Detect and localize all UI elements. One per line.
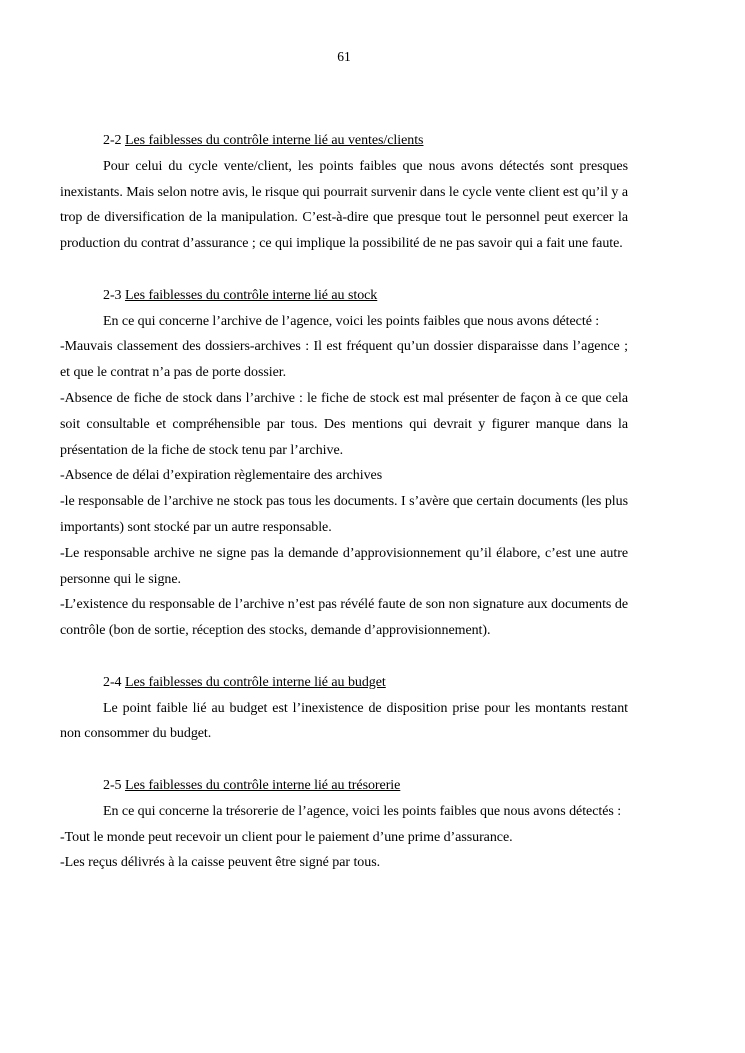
page-number: 61 bbox=[337, 49, 351, 64]
section-title: Les faiblesses du contrôle interne lié au ventes/clients bbox=[124, 133, 424, 148]
list-item: -Absence de délai d’expiration règlementaire des archives bbox=[60, 468, 383, 484]
list-item: -le responsable de l’archive ne stock pas tous les documents. I s’avère que certain documents (les plus importants) sont stocké par un autre responsable. bbox=[60, 494, 628, 535]
section-number: 2-5 bbox=[103, 777, 122, 793]
list-item: -Les reçus délivrés à la caisse peuvent être signé par tous. bbox=[60, 855, 381, 871]
list-item: -Tout le monde peut recevoir un client pour le paiement d’une prime d’assurance. bbox=[60, 829, 513, 845]
list-item: -Mauvais classement des dossiers-archives : Il est fréquent qu’un dossier disparaisse dans l’agence ; et que le contrat n’a pas de porte dossier. bbox=[60, 339, 628, 381]
section-number: 2-2 bbox=[103, 133, 122, 148]
section-title: Les faiblesses du contrôle interne lié au budget bbox=[124, 674, 386, 690]
section-title: Les faiblesses du contrôle interne lié au stock bbox=[124, 287, 378, 303]
list-item: -Le responsable archive ne signe pas la demande d’approvisionnement qu’il élabore, c’est une autre personne qui le signe. bbox=[60, 545, 628, 587]
section-heading bbox=[60, 670, 628, 696]
paragraph: Le point faible lié au budget est l’inexistence de disposition prise pour les montants restant non consommer du budget. bbox=[60, 700, 628, 742]
section-heading bbox=[60, 773, 628, 799]
list-item: -L’existence du responsable de l’archive n’est pas révélé faute de son non signature aux documents de contrôle (bon de sortie, réception des stocks, demande d’approvisionnement). bbox=[60, 597, 628, 639]
section-heading bbox=[60, 128, 628, 154]
section-title: Les faiblesses du contrôle interne lié au trésorerie bbox=[124, 777, 401, 793]
paragraph: En ce qui concerne la trésorerie de l’agence, voici les points faibles que nous avons détectés : bbox=[103, 803, 622, 819]
section-number: 2-3 bbox=[103, 287, 122, 303]
section-2-2 bbox=[60, 128, 628, 257]
paragraph: Pour celui du cycle vente/client, les points faibles que nous avons détectés sont presques inexistants. Mais selon notre avis, le risque qui pourrait survenir dans le cycle vente client est qu’il y a trop de diversification de la manipulation. C’est-à-dire que presque tout le personnel peut exercer la production du contrat d’assurance ; ce qui implique la possibilité de ne pas savoir qui a fait une faute. bbox=[60, 158, 628, 252]
section-2-5 bbox=[60, 773, 628, 876]
section-heading bbox=[60, 283, 628, 309]
list-item: -Absence de fiche de stock dans l’archive : le fiche de stock est mal présenter de façon à ce que cela soit consultable et compréhensible par tous. Des mentions qui devrait y figurer manque dans la présentation de la fiche de stock tenu par l’archive. bbox=[60, 390, 628, 458]
section-2-4 bbox=[60, 670, 628, 747]
section-2-3 bbox=[60, 283, 628, 644]
paragraph: En ce qui concerne l’archive de l’agence, voici les points faibles que nous avons détecté : bbox=[103, 313, 600, 329]
section-number: 2-4 bbox=[103, 674, 122, 690]
